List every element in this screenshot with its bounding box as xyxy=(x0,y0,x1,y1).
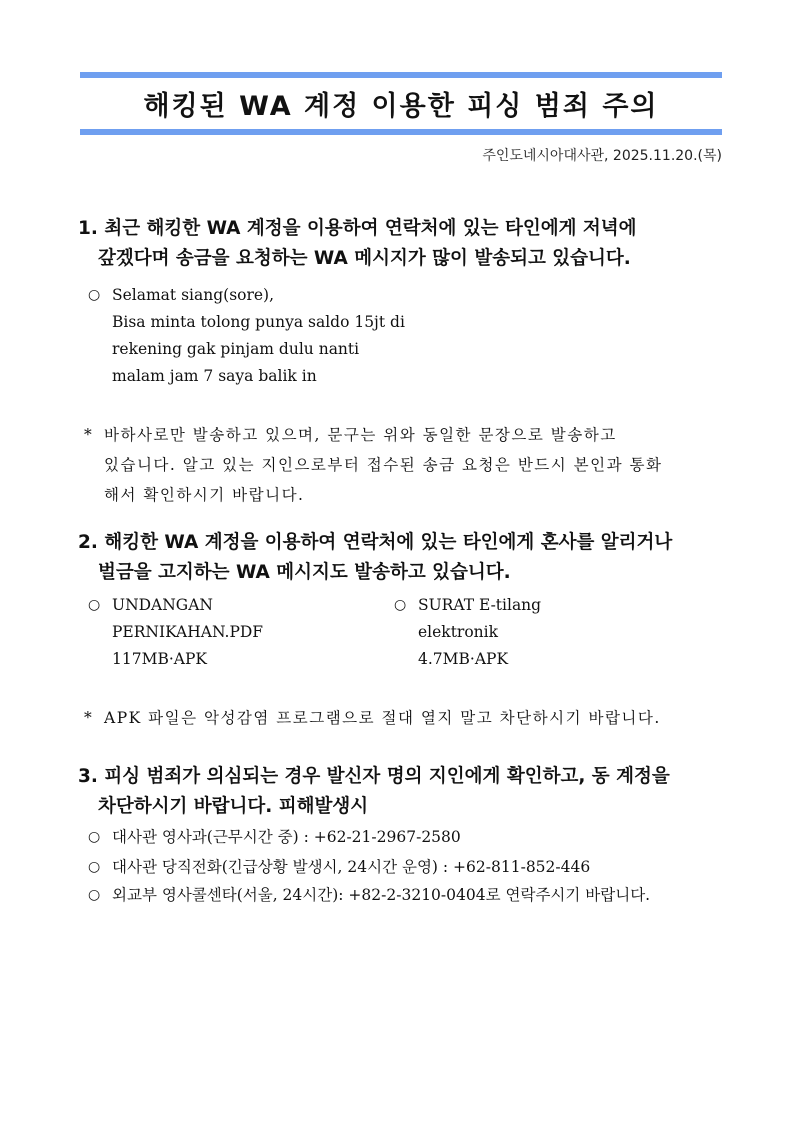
file-line: PERNIKAHAN.PDF xyxy=(112,623,264,641)
section1-heading-line1: 1. 최근 해킹한 WA 계정을 이용하여 연락처에 있는 타인에게 저녁에 xyxy=(78,218,637,239)
asterisk-icon: * xyxy=(84,426,92,444)
section3-heading-line2: 차단하시기 바랍니다. 피해발생시 xyxy=(98,796,369,817)
section1-message-bullet xyxy=(88,282,405,390)
file-item-wedding xyxy=(88,592,263,673)
message-line: malam jam 7 saya balik in xyxy=(112,367,317,385)
title-bottom-bar xyxy=(80,129,722,135)
section3-heading xyxy=(78,762,670,822)
contact-item-callcenter xyxy=(88,882,650,909)
section2-heading-line2: 벌금을 고지하는 WA 메시지도 발송하고 있습니다. xyxy=(98,562,511,583)
note-line: 있습니다. 알고 있는 지인으로부터 접수된 송금 요청은 반드시 본인과 통화 xyxy=(104,456,663,474)
bullet-circle-icon: ○ xyxy=(88,887,101,903)
page-title: 해킹된 WA 계정 이용한 피싱 범죄 주의 xyxy=(143,91,659,122)
message-line: Selamat siang(sore), xyxy=(112,286,275,304)
section1-note xyxy=(84,420,730,510)
file-line: 117MB·APK xyxy=(112,650,207,668)
section2-note xyxy=(84,703,730,733)
contact-text: 외교부 영사콜센타(서울, 24시간): +82-2-3210-0404로 연락주시기 바랍니다. xyxy=(112,886,651,904)
asterisk-icon: * xyxy=(84,709,92,727)
contact-text: 대사관 영사과(근무시간 중) : +62-21-2967-2580 xyxy=(112,828,461,846)
note-line: 바하사로만 발송하고 있으며, 문구는 위와 동일한 문장으로 발송하고 xyxy=(104,426,617,444)
file-line: UNDANGAN xyxy=(112,596,213,614)
bullet-circle-icon: ○ xyxy=(88,859,101,875)
section1-heading-line2: 갚겠다며 송금을 요청하는 WA 메시지가 많이 발송되고 있습니다. xyxy=(98,248,631,269)
section2-heading xyxy=(78,528,672,588)
note-line: APK 파일은 악성감염 프로그램으로 절대 열지 말고 차단하시기 바랍니다. xyxy=(104,709,661,727)
message-line: rekening gak pinjam dulu nanti xyxy=(112,340,360,358)
file-item-etilang xyxy=(394,592,541,673)
note-line: 해서 확인하시기 바랍니다. xyxy=(104,486,305,504)
contact-item-duty xyxy=(88,854,590,881)
file-line: elektronik xyxy=(418,623,498,641)
source-date: 주인도네시아대사관, 2025.11.20.(목) xyxy=(482,148,722,164)
bullet-circle-icon: ○ xyxy=(88,287,101,303)
file-line: 4.7MB·APK xyxy=(418,650,509,668)
bullet-circle-icon: ○ xyxy=(88,597,101,613)
section1-heading xyxy=(78,214,637,274)
section3-heading-line1: 3. 피싱 범죄가 의심되는 경우 발신자 명의 지인에게 확인하고, 동 계정을 xyxy=(78,766,670,787)
section2-heading-line1: 2. 해킹한 WA 계정을 이용하여 연락처에 있는 타인에게 혼사를 알리거나 xyxy=(78,532,673,553)
title-top-bar xyxy=(80,72,722,78)
file-line: SURAT E-tilang xyxy=(418,596,542,614)
contact-text: 대사관 당직전화(긴급상황 발생시, 24시간 운영) : +62-811-852-446 xyxy=(112,858,591,876)
bullet-circle-icon: ○ xyxy=(88,829,101,845)
message-line: Bisa minta tolong punya saldo 15jt di xyxy=(112,313,405,331)
bullet-circle-icon: ○ xyxy=(394,597,407,613)
contact-item-consular xyxy=(88,824,461,851)
